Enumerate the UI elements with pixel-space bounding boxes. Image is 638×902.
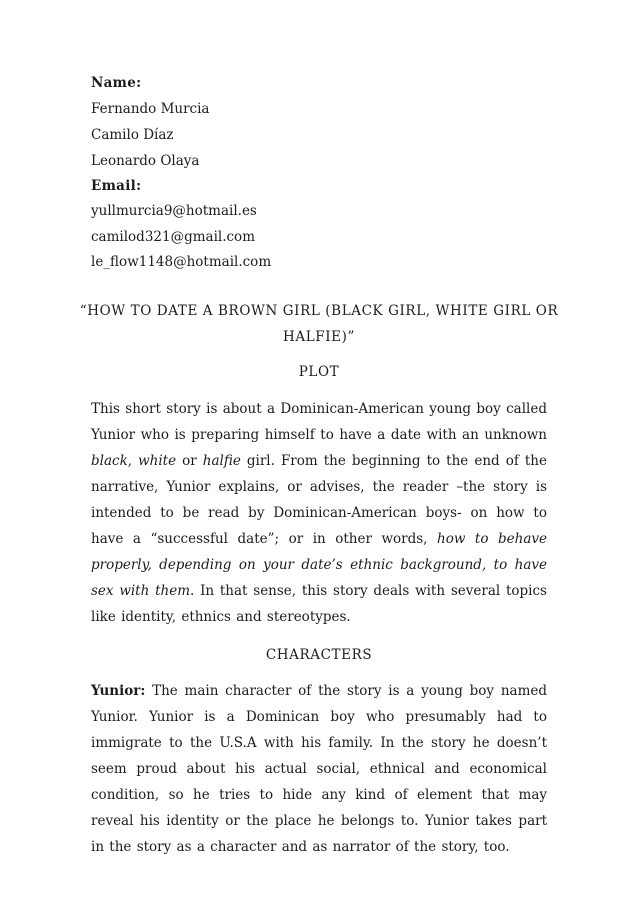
plot-italic-text: halfie xyxy=(202,453,241,469)
plot-italic-text: how to behave properly, depending on your date’s ethnic background, to have sex with them xyxy=(91,531,547,599)
plot-text: or xyxy=(176,453,203,469)
name-label: Name: xyxy=(91,75,142,91)
email-label: Email: xyxy=(91,178,142,194)
plot-heading: PLOT xyxy=(298,364,340,380)
email-address: yullmurcia9@hotmail.es xyxy=(91,203,257,219)
plot-italic-text: black xyxy=(91,453,128,469)
author-name: Leonardo Olaya xyxy=(91,153,200,169)
character-label-yunior: Yunior: xyxy=(91,683,146,699)
plot-text: girl. From the beginning to the end of the narrative, Yunior explains, or advises, the reader –the story is intended to be read by Dominican-American boys- on how to have a “successful date”; or in other words, xyxy=(91,453,547,547)
plot-text: , xyxy=(127,453,139,469)
character-description: The main character of the story is a young boy named Yunior. Yunior is a Dominican boy who presumably had to immigrate to the U.S.A with his family. In the story he doesn’t seem proud about his actual social, ethnical and economical condition, so he tries to hide any kind of element that may reveal his identity or the place he belongs to. Yunior takes part in the story as a character and as narrator of the story, too. xyxy=(91,683,547,855)
plot-italic-text: white xyxy=(138,453,177,469)
characters-paragraph xyxy=(91,678,547,860)
email-address: le_flow1148@hotmail.com xyxy=(91,254,272,270)
plot-text: This short story is about a Dominican-American young boy called Yunior who is preparing himself to have a date with an unknown xyxy=(91,401,547,443)
document-title-line-1: “HOW TO DATE A BROWN GIRL (BLACK GIRL, WHITE GIRL OR xyxy=(79,303,559,319)
email-address: camilod321@gmail.com xyxy=(91,229,255,245)
plot-text: . In that sense, this story deals with several topics like identity, ethnics and stereotypes. xyxy=(91,583,547,625)
characters-heading: CHARACTERS xyxy=(265,647,373,663)
document-title-line-2: HALFIE)” xyxy=(282,329,355,345)
plot-paragraph xyxy=(91,396,547,630)
author-name: Fernando Murcia xyxy=(91,101,210,117)
author-name: Camilo Díaz xyxy=(91,127,174,143)
